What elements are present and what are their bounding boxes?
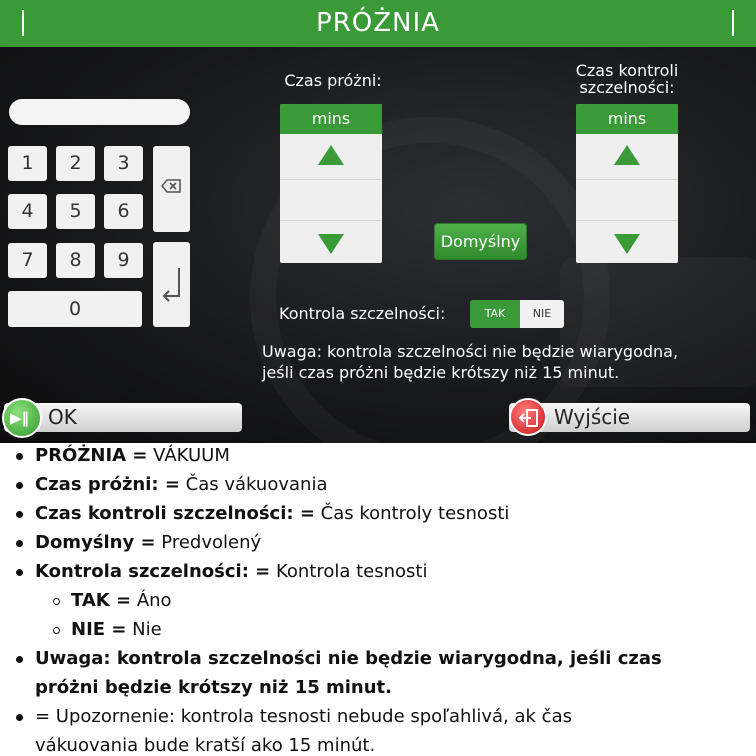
sub-bullet-icon [53, 627, 60, 634]
bullet-icon [16, 453, 23, 460]
note-subitem: TAK = Áno [71, 590, 172, 611]
leak-check-label: Kontrola szczelności: [279, 304, 446, 323]
sub-bullet-icon [53, 598, 60, 605]
warning-line2: jeśli czas próżni będzie krótszy niż 15 minut. [262, 363, 620, 382]
note-item: Czas próżni: = Čas vákuovania [35, 474, 328, 495]
bullet-icon [16, 482, 23, 489]
ok-button[interactable] [4, 403, 242, 432]
ok-button-label: OK [48, 405, 77, 429]
key-2[interactable]: 2 [56, 146, 95, 181]
leak-time-label [562, 62, 692, 96]
note-item: = Upozornenie: kontrola tesnosti nebude spoľahlivá, ak čas vákuovania bude kratší ako 15 minút. [35, 706, 572, 756]
key-1[interactable]: 1 [8, 146, 47, 181]
translation-notes [0, 444, 756, 756]
arrow-up-icon [614, 145, 640, 165]
key-4[interactable]: 4 [8, 194, 47, 229]
leak-time-unit: mins [576, 104, 678, 134]
backspace-button[interactable] [153, 146, 190, 232]
key-8[interactable]: 8 [56, 243, 95, 278]
note-item: PRÓŻNIA = VÁKUUM [35, 445, 230, 466]
keypad-display[interactable] [9, 99, 190, 125]
arrow-down-icon [614, 234, 640, 254]
exit-icon [509, 398, 547, 436]
note-subitem: NIE = Nie [71, 619, 162, 640]
leak-check-on[interactable]: TAK [470, 300, 520, 328]
page-title: PRÓŻNIA [316, 8, 440, 38]
note-item: Uwaga: kontrola szczelności nie będzie wiarygodna, jeśli czas próżni będzie krótszy niż 15 minut. [35, 648, 662, 698]
leak-time-down-button[interactable] [576, 222, 678, 263]
vacuum-time-label: Czas próżni: [284, 71, 382, 90]
note-item: Czas kontroli szczelności: = Čas kontroly tesnosti [35, 503, 510, 524]
enter-icon [161, 266, 182, 302]
exit-button[interactable] [509, 403, 750, 432]
arrow-up-icon [318, 145, 344, 165]
vacuum-time-spinner [280, 104, 382, 263]
ok-icon: ▶‖ [2, 398, 42, 438]
vacuum-screen [0, 47, 756, 443]
warning-line1: Uwaga: kontrola szczelności nie będzie wiarygodna, [262, 342, 679, 361]
vacuum-time-value[interactable] [280, 179, 382, 221]
vacuum-time-up-button[interactable] [280, 135, 382, 178]
enter-button[interactable] [153, 242, 190, 327]
title-divider-right [732, 10, 734, 36]
note-item: Domyślny = Predvolený [35, 532, 262, 553]
backspace-icon [161, 179, 182, 193]
leak-check-toggle[interactable] [470, 300, 564, 328]
bullet-icon [16, 714, 23, 721]
warning-text [262, 341, 732, 383]
key-9[interactable]: 9 [104, 243, 143, 278]
title-bar [0, 0, 756, 47]
leak-time-label-line2: szczelności: [579, 78, 675, 97]
arrow-down-icon [318, 234, 344, 254]
leak-time-value[interactable] [576, 179, 678, 221]
key-7[interactable]: 7 [8, 243, 47, 278]
note-item: Kontrola szczelności: = Kontrola tesnosti [35, 561, 428, 582]
key-5[interactable]: 5 [56, 194, 95, 229]
key-0[interactable]: 0 [8, 291, 142, 327]
bullet-icon [16, 656, 23, 663]
key-6[interactable]: 6 [104, 194, 143, 229]
default-button[interactable]: Domyślny [434, 223, 527, 260]
leak-time-spinner [576, 104, 678, 263]
exit-button-label: Wyjście [554, 405, 631, 429]
bullet-icon [16, 511, 23, 518]
leak-time-up-button[interactable] [576, 135, 678, 178]
bullet-icon [16, 540, 23, 547]
leak-time-label-line1: Czas kontroli [575, 61, 679, 80]
key-3[interactable]: 3 [104, 146, 143, 181]
vacuum-time-unit: mins [280, 104, 382, 134]
leak-check-off[interactable]: NIE [520, 300, 564, 328]
vacuum-time-down-button[interactable] [280, 222, 382, 263]
bullet-icon [16, 569, 23, 576]
